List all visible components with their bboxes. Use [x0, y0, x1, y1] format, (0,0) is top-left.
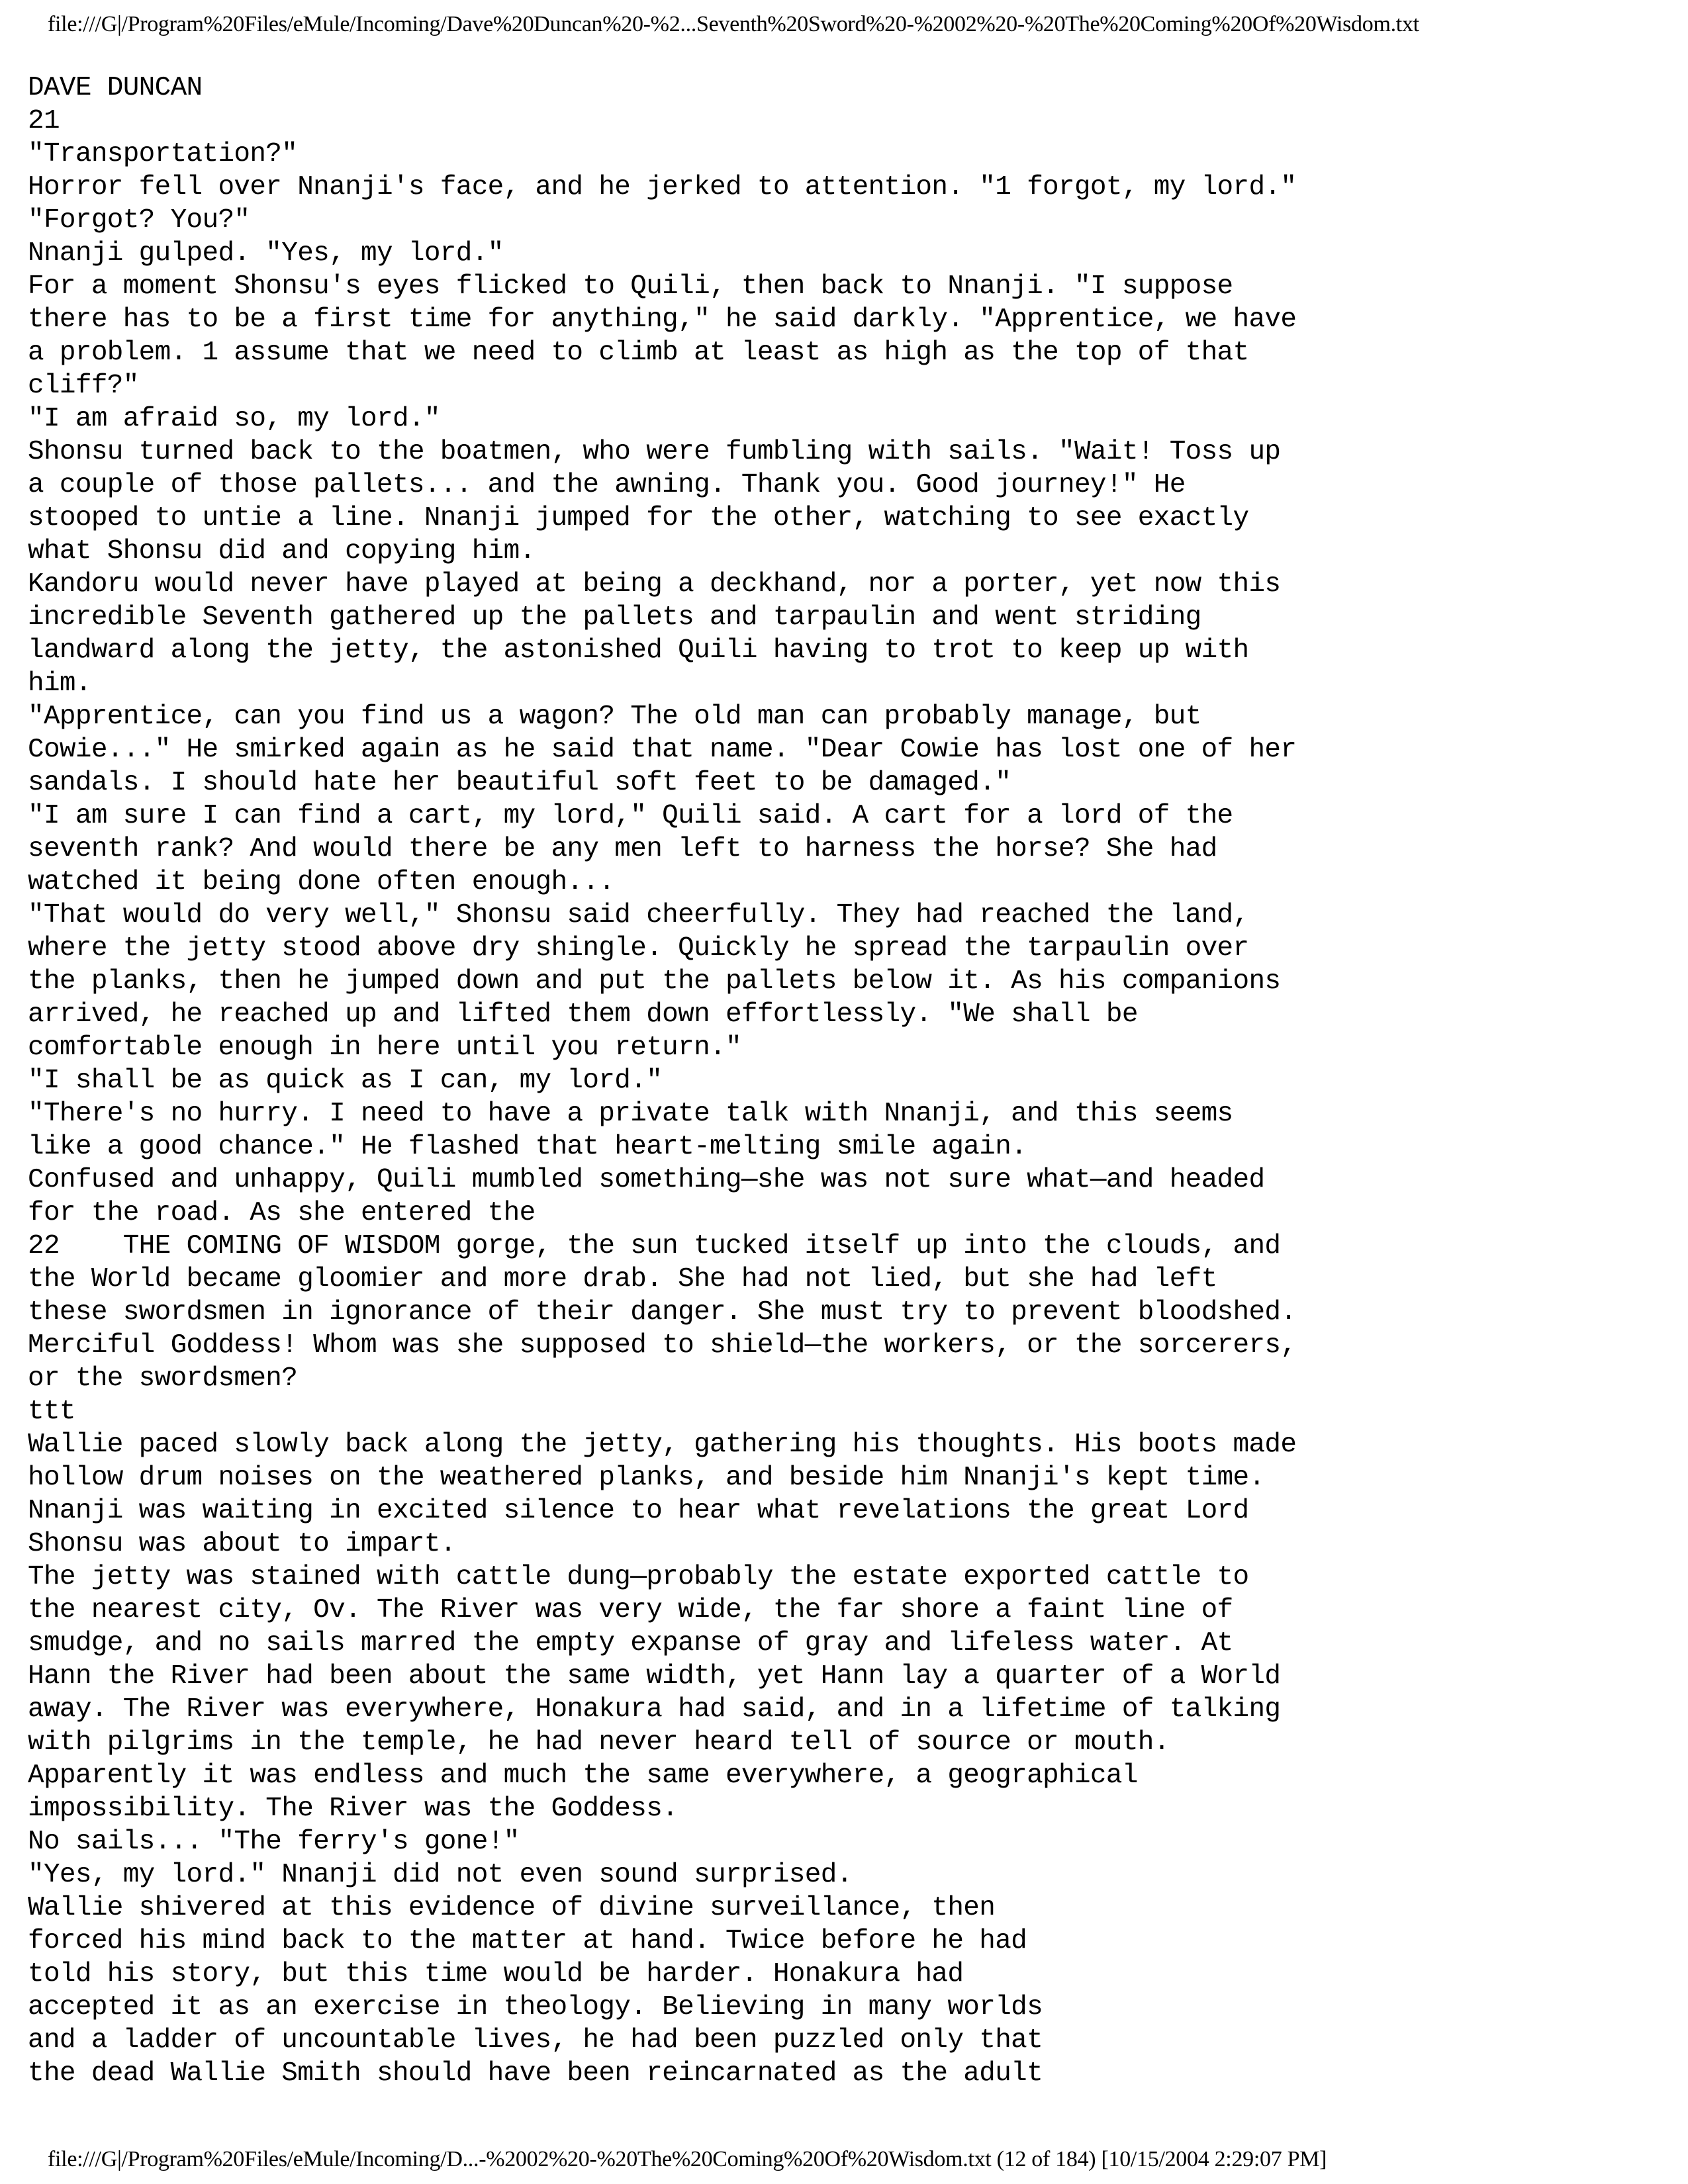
- text-line: Confused and unhappy, Quili mumbled something—she was not sure what—and headed: [28, 1165, 1265, 1195]
- text-line: Wallie paced slowly back along the jetty, gathering his thoughts. His boots made: [28, 1430, 1297, 1460]
- text-line: a couple of those pallets... and the awning. Thank you. Good journey!" He: [28, 470, 1186, 500]
- text-line: Wallie shivered at this evidence of divine surveillance, then: [28, 1893, 996, 1923]
- text-line: Shonsu turned back to the boatmen, who were fumbling with sails. "Wait! Toss up: [28, 437, 1281, 467]
- text-line: the planks, then he jumped down and put the pallets below it. As his companions: [28, 966, 1281, 997]
- text-line: "There's no hurry. I need to have a private talk with Nnanji, and this seems: [28, 1099, 1233, 1129]
- text-line: cliff?": [28, 371, 139, 401]
- text-line: away. The River was everywhere, Honakura had said, and in a lifetime of talking: [28, 1694, 1281, 1725]
- text-line: DAVE DUNCAN: [28, 73, 203, 103]
- text-line: forced his mind back to the matter at hand. Twice before he had: [28, 1926, 1027, 1956]
- text-line: "Yes, my lord." Nnanji did not even sound surprised.: [28, 1860, 853, 1890]
- text-line: 22 THE COMING OF WISDOM gorge, the sun tucked itself up into the clouds, and: [28, 1231, 1281, 1261]
- text-line: Nnanji was waiting in excited silence to hear what revelations the great Lord: [28, 1496, 1249, 1526]
- text-line: for the road. As she entered the: [28, 1198, 536, 1228]
- text-line: "I am afraid so, my lord.": [28, 404, 440, 434]
- footer-file-path: file:///G|/Program%20Files/eMule/Incoming/D...-%2002%20-%20The%20Coming%20Of%20Wisdom.txt (12 of 184) [10/15/2004 2:29:07 PM]: [48, 2147, 1327, 2171]
- text-line: the nearest city, Ov. The River was very wide, the far shore a faint line of: [28, 1595, 1233, 1625]
- text-line: landward along the jetty, the astonished Quili having to trot to keep up with: [28, 635, 1249, 666]
- text-line: smudge, and no sails marred the empty expanse of gray and lifeless water. At: [28, 1628, 1233, 1659]
- document-body: [28, 71, 1643, 2090]
- text-line: Apparently it was endless and much the same everywhere, a geographical: [28, 1760, 1138, 1791]
- text-line: or the swordsmen?: [28, 1363, 298, 1394]
- text-line: a problem. 1 assume that we need to climb at least as high as the top of that: [28, 338, 1249, 368]
- text-line: "Apprentice, can you find us a wagon? The old man can probably manage, but: [28, 702, 1201, 732]
- text-line: him.: [28, 668, 91, 699]
- text-line: where the jetty stood above dry shingle. Quickly he spread the tarpaulin over: [28, 933, 1249, 964]
- text-line: 21: [28, 106, 60, 136]
- text-line: Kandoru would never have played at being a deckhand, nor a porter, yet now this: [28, 569, 1281, 600]
- text-line: Hann the River had been about the same width, yet Hann lay a quarter of a World: [28, 1661, 1281, 1692]
- text-line: Nnanji gulped. "Yes, my lord.": [28, 238, 504, 269]
- text-line: the World became gloomier and more drab. She had not lied, but she had left: [28, 1264, 1217, 1295]
- text-line: arrived, he reached up and lifted them down effortlessly. "We shall be: [28, 999, 1138, 1030]
- text-line: "Transportation?": [28, 139, 298, 169]
- text-line: The jetty was stained with cattle dung—probably the estate exported cattle to: [28, 1562, 1249, 1592]
- text-line: stooped to untie a line. Nnanji jumped for the other, watching to see exactly: [28, 503, 1249, 533]
- text-line: accepted it as an exercise in theology. Believing in many worlds: [28, 1992, 1043, 2023]
- text-line: ttt: [28, 1396, 75, 1427]
- text-line: hollow drum noises on the weathered planks, and beside him Nnanji's kept time.: [28, 1463, 1265, 1493]
- text-line: the dead Wallie Smith should have been reincarnated as the adult: [28, 2058, 1043, 2089]
- text-line: incredible Seventh gathered up the pallets and tarpaulin and went striding: [28, 602, 1201, 633]
- text-line: Horror fell over Nnanji's face, and he jerked to attention. "1 forgot, my lord.": [28, 172, 1297, 203]
- text-line: and a ladder of uncountable lives, he had been puzzled only that: [28, 2025, 1043, 2056]
- text-line: what Shonsu did and copying him.: [28, 536, 536, 567]
- text-line: No sails... "The ferry's gone!": [28, 1827, 520, 1857]
- text-line: sandals. I should hate her beautiful soft feet to be damaged.": [28, 768, 1011, 798]
- text-line: seventh rank? And would there be any men left to harness the horse? She had: [28, 834, 1217, 864]
- text-line: like a good chance." He flashed that heart-melting smile again.: [28, 1132, 1027, 1162]
- text-line: with pilgrims in the temple, he had never heard tell of source or mouth.: [28, 1727, 1170, 1758]
- text-line: "I am sure I can find a cart, my lord," Quili said. A cart for a lord of the: [28, 801, 1233, 831]
- text-line: told his story, but this time would be harder. Honakura had: [28, 1959, 964, 1989]
- text-line: impossibility. The River was the Goddess.: [28, 1794, 679, 1824]
- text-line: these swordsmen in ignorance of their danger. She must try to prevent bloodshed.: [28, 1297, 1297, 1328]
- text-line: Cowie..." He smirked again as he said that name. "Dear Cowie has lost one of her: [28, 735, 1297, 765]
- text-line: "Forgot? You?": [28, 205, 250, 236]
- header-file-path: file:///G|/Program%20Files/eMule/Incoming/Dave%20Duncan%20-%2...Seventh%20Sword%20-%2002%20-%20The%20Coming%20Of%20Wisdom.txt: [48, 12, 1419, 36]
- text-line: "I shall be as quick as I can, my lord.": [28, 1066, 663, 1096]
- text-line: Merciful Goddess! Whom was she supposed to shield—the workers, or the sorcerers,: [28, 1330, 1297, 1361]
- text-line: comfortable enough in here until you return.": [28, 1032, 741, 1063]
- text-line: "That would do very well," Shonsu said cheerfully. They had reached the land,: [28, 900, 1249, 931]
- text-line: watched it being done often enough...: [28, 867, 615, 897]
- text-line: For a moment Shonsu's eyes flicked to Quili, then back to Nnanji. "I suppose: [28, 271, 1233, 302]
- text-line: Shonsu was about to impart.: [28, 1529, 456, 1559]
- text-line: there has to be a first time for anything," he said darkly. "Apprentice, we have: [28, 304, 1297, 335]
